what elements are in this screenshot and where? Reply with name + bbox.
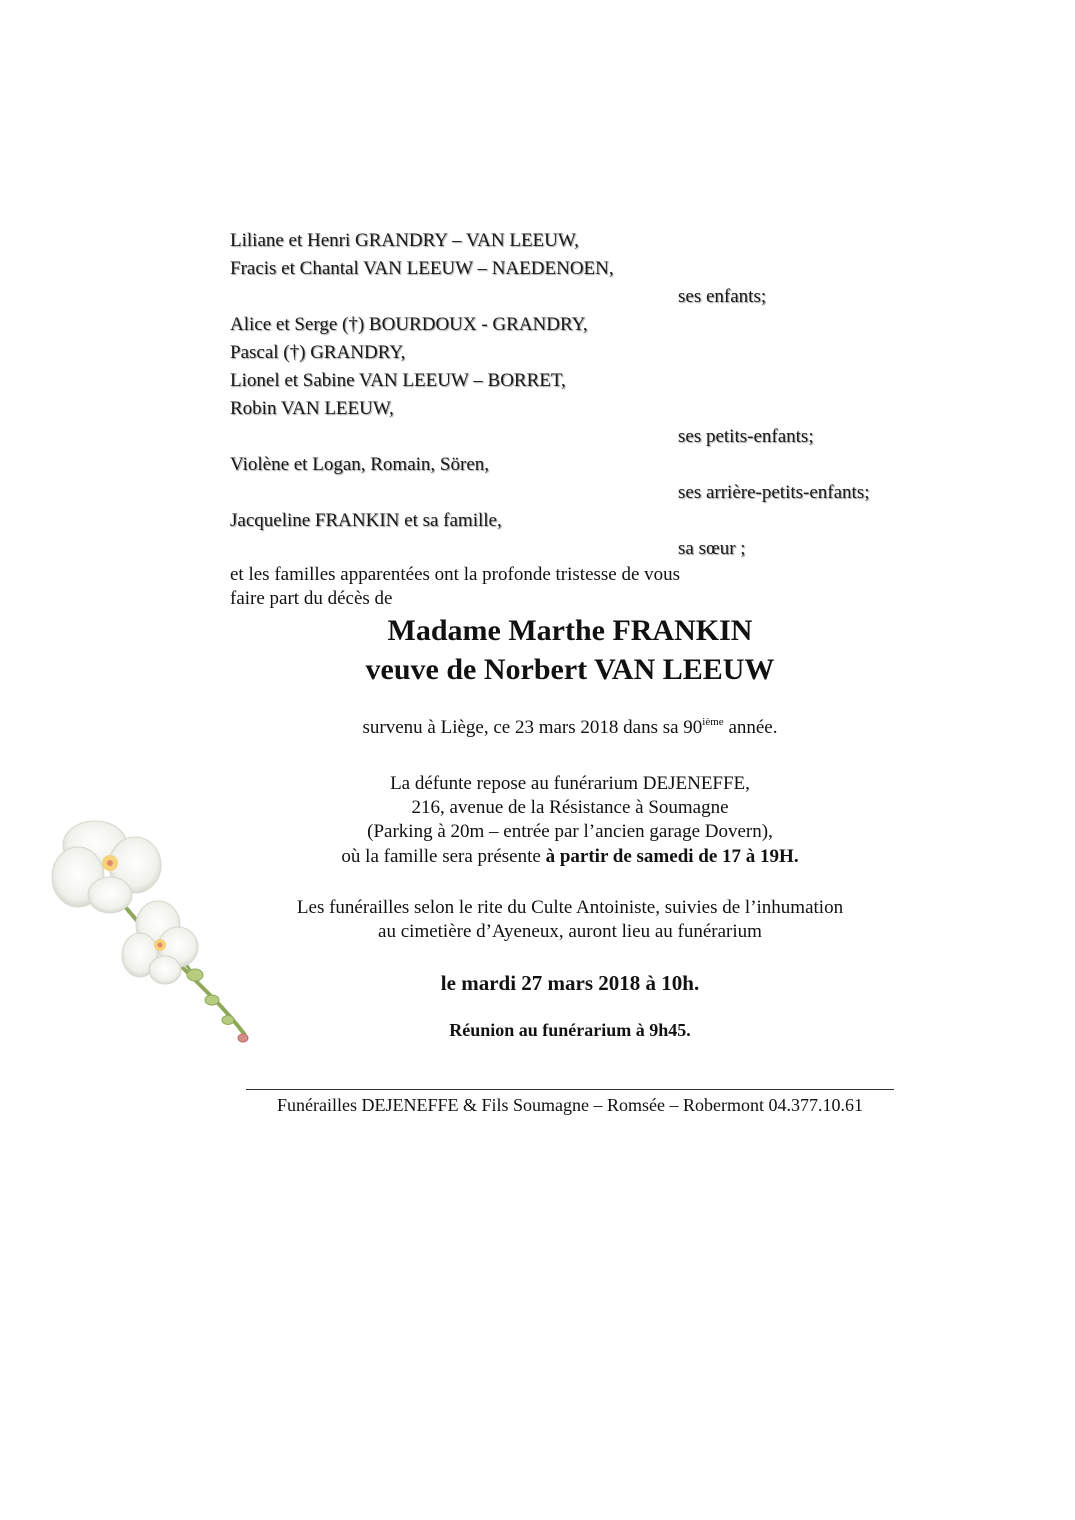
grandchild-line: Lionel et Sabine VAN LEEUW – BORRET, — [230, 370, 566, 391]
funeral-meeting: Réunion au funérarium à 9h45. — [449, 1020, 691, 1040]
intro-line: faire part du décès de — [230, 588, 393, 609]
grandchild-line: Robin VAN LEEUW, — [230, 398, 394, 419]
rest-line: 216, avenue de la Résistance à Soumagne — [411, 797, 729, 818]
deceased-name: Madame Marthe FRANKIN — [387, 614, 753, 647]
funeral-line: au cimetière d’Ayeneux, auront lieu au funérarium — [378, 921, 762, 942]
funeral-line: Les funérailles selon le rite du Culte Antoiniste, suivies de l’inhumation — [296, 897, 844, 918]
relation-label-sister: sa sœur ; — [678, 538, 746, 559]
grandchild-line: Alice et Serge (†) BOURDOUX - GRANDRY, — [230, 314, 588, 335]
relation-label-great-grandchildren: ses arrière-petits-enfants; — [678, 482, 870, 503]
death-info-text: survenu à Liège, ce 23 mars 2018 dans sa 90 — [362, 717, 703, 738]
rest-line: (Parking à 20m – entrée par l’ancien garage Dovern), — [367, 821, 773, 842]
relation-label-grandchildren: ses petits-enfants; — [678, 426, 814, 447]
grandchild-line: Pascal (†) GRANDRY, — [230, 342, 406, 363]
sister-line: Jacqueline FRANKIN et sa famille, — [230, 510, 502, 531]
rest-line: La défunte repose au funérarium DEJENEFFE, — [390, 773, 750, 794]
death-ordinal: ième — [702, 716, 724, 728]
relation-label-children: ses enfants; — [678, 286, 767, 307]
rest-visiting-text: où la famille sera présente — [341, 846, 546, 867]
deceased-widow-of: veuve de Norbert VAN LEEUW — [365, 653, 775, 686]
funeral-date: le mardi 27 mars 2018 à 10h. — [440, 971, 700, 995]
footer-divider — [246, 1089, 894, 1090]
white-orchid-icon — [40, 795, 255, 1050]
child-line: Liliane et Henri GRANDRY – VAN LEEUW, — [230, 230, 579, 251]
child-line: Fracis et Chantal VAN LEEUW – NAEDENOEN, — [230, 258, 614, 279]
footer-funeral-home: Funérailles DEJENEFFE & Fils Soumagne – Romsée – Robermont 04.377.10.61 — [277, 1095, 863, 1115]
death-info-suffix: année. — [723, 717, 778, 738]
death-info — [0, 716, 1075, 740]
rest-visiting-time: à partir de samedi de 17 à 19H. — [545, 846, 799, 867]
intro-line: et les familles apparentées ont la profonde tristesse de vous — [230, 564, 681, 585]
great-grandchild-line: Violène et Logan, Romain, Sören, — [230, 454, 489, 475]
